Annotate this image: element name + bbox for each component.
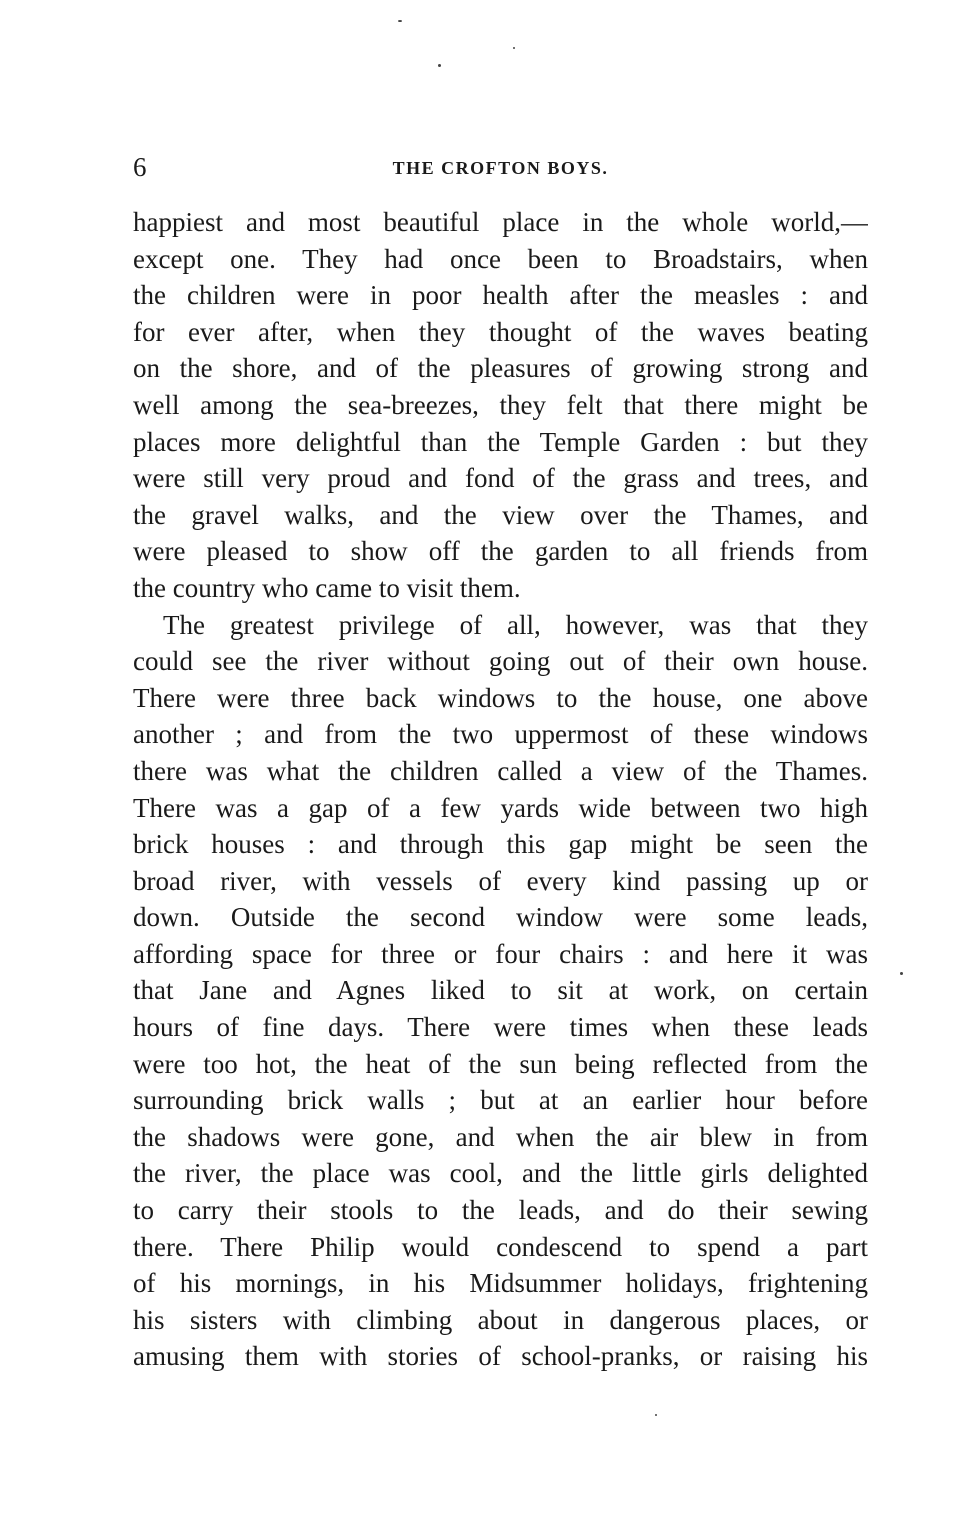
scan-speck: [438, 64, 441, 67]
scan-speck: [513, 47, 515, 49]
text-line: the river, the place was cool, and the little girls delighted: [133, 1158, 868, 1189]
text-line: broad river, with vessels of every kind passing up or: [133, 865, 868, 896]
text-line: happiest and most beautiful place in the whole world,—: [133, 207, 868, 237]
text-line: were too hot, the heat of the sun being reflected from the: [133, 1048, 868, 1079]
text-line: were pleased to show off the garden to all friends from: [133, 536, 868, 567]
text-line: of his mornings, in his Midsummer holidays, frightening: [133, 1268, 868, 1299]
text-line: his sisters with climbing about in dangerous places, or: [133, 1304, 868, 1335]
text-line: could see the river without going out of their own house.: [133, 646, 868, 677]
text-line: There was a gap of a few yards wide between two high: [133, 792, 868, 823]
text-line: were still very proud and fond of the grass and trees, and: [133, 463, 868, 494]
text-line: down. Outside the second window were some leads,: [133, 902, 868, 933]
text-line: on the shore, and of the pleasures of growing strong and: [133, 353, 868, 384]
scan-speck: [398, 20, 402, 22]
text-line: another ; and from the two uppermost of these windows: [133, 719, 868, 750]
scan-speck: [900, 972, 903, 975]
paragraph-1: [133, 204, 868, 607]
text-line: that Jane and Agnes liked to sit at work, on certain: [133, 975, 868, 1006]
text-line: affording space for three or four chairs : and here it was: [133, 938, 868, 969]
paragraph-2: [133, 607, 868, 1375]
text-line: The greatest privilege of all, however, was that they: [163, 609, 868, 640]
text-line: amusing them with stories of school-pranks, or raising his: [133, 1341, 868, 1372]
text-line: the children were in poor health after the measles : and: [133, 280, 868, 311]
scan-speck: [655, 1414, 657, 1416]
text-line: surrounding brick walls ; but at an earlier hour before: [133, 1085, 868, 1116]
text-line: there was what the children called a view of the Thames.: [133, 755, 868, 786]
text-line: the gravel walks, and the view over the Thames, and: [133, 499, 868, 530]
page-header: [133, 152, 868, 192]
text-line: brick houses : and through this gap might be seen the: [133, 829, 868, 860]
text-line: the country who came to visit them.: [133, 572, 521, 603]
text-line: hours of fine days. There were times when these leads: [133, 1012, 868, 1043]
page-number: 6: [133, 152, 147, 182]
text-line: well among the sea-breezes, they felt that there might be: [133, 389, 868, 420]
text-line: There were three back windows to the house, one above: [133, 682, 868, 713]
text-line: the shadows were gone, and when the air blew in from: [133, 1121, 868, 1152]
text-line: for ever after, when they thought of the waves beating: [133, 316, 868, 347]
text-line: places more delightful than the Temple Garden : but they: [133, 426, 868, 457]
running-head: THE CROFTON BOYS.: [392, 158, 609, 178]
text-line: to carry their stools to the leads, and do their sewing: [133, 1195, 868, 1226]
body-text: [133, 204, 868, 1375]
text-line: except one. They had once been to Broadstairs, when: [133, 243, 868, 274]
text-line: there. There Philip would condescend to spend a part: [133, 1231, 868, 1262]
